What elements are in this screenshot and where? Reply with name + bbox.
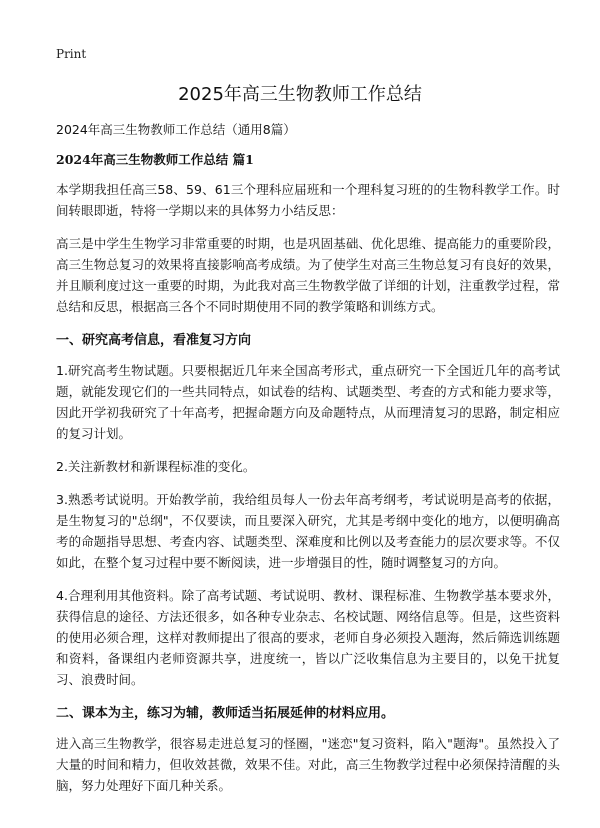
- print-link[interactable]: Print: [56, 47, 87, 61]
- context-paragraph: 高三是中学生生物学习非常重要的时期，也是巩固基础、优化思维、提高能力的重要阶段，高三生物总复习的效果将直接影响高考成绩。为了使学生对高三生物总复习有良好的效果，并且顺利度过这一重要的时期，为此我对高三生物教学做了详细的计划，注重教学过程，常总结和反思，根据高三各个不同时期使用不同的教学策略和训练方式。: [56, 236, 560, 314]
- article-subtitle: 2024年高三生物教师工作总结（通用8篇）: [56, 122, 296, 137]
- closing-paragraph: 进入高三生物教学，很容易走进总复习的怪圈，"迷恋"复习资料，陷入"题海"。虽然投入了大量的时间和精力，但收效甚微，效果不佳。对此，高三生物教学过程中必须保持清醒的头脑，努力处理好下面几种关系。: [56, 736, 560, 793]
- intro-paragraph: 本学期我担任高三58、59、61三个理科应届班和一个理科复习班的的生物科教学工作。时间转眼即逝，特将一学期以来的具体努力小结反思：: [56, 182, 560, 218]
- article-body: [56, 120, 560, 808]
- list-item: 4.合理利用其他资料。除了高考试题、考试说明、教材、课程标准、生物教学基本要求外，获得信息的途径、方法还很多，如各种专业杂志、名校试题、网络信息等。但是，这些资料的使用必须合理，这样对教师提出了很高的要求，老师自身必须投入题海，然后筛选训练题和资料，备课组内老师资源共享，进度统一，皆以广泛收集信息为主要目的，以免干扰复习、浪费时间。: [56, 588, 560, 687]
- heading-research: 一、研究高考信息，看准复习方向: [56, 333, 252, 348]
- page-title: 2025年高三生物教师工作总结: [178, 84, 422, 105]
- section-heading: 2024年高三生物教师工作总结 篇1: [56, 152, 254, 167]
- list-item: 3.熟悉考试说明。开始教学前，我给组员每人一份去年高考纲考，考试说明是高考的依据，是生物复习的"总纲"，不仅要读，而且要深入研究，尤其是考纲中变化的地方，以便明确高考的命题指导思想、考查内容、试题类型、深难度和比例以及考查能力的层次要求等。不仅如此，在整个复习过程中要不断阅读，进一步增强目的性，随时调整复习的方向。: [56, 492, 560, 570]
- list-item: 2.关注新教材和新课程标准的变化。: [56, 459, 256, 474]
- heading-textbook: 二、课本为主，练习为辅，教师适当拓展延伸的材料应用。: [56, 706, 395, 721]
- list-item: 1.研究高考生物试题。只要根据近几年来全国高考形式，重点研究一下全国近几年的高考试题，就能发现它们的一些共同特点，如试卷的结构、试题类型、考查的方式和能力要求等，因此开学初我研究了十年高考，把握命题方向及命题特点，从而理清复习的思路，制定相应的复习计划。: [56, 363, 560, 441]
